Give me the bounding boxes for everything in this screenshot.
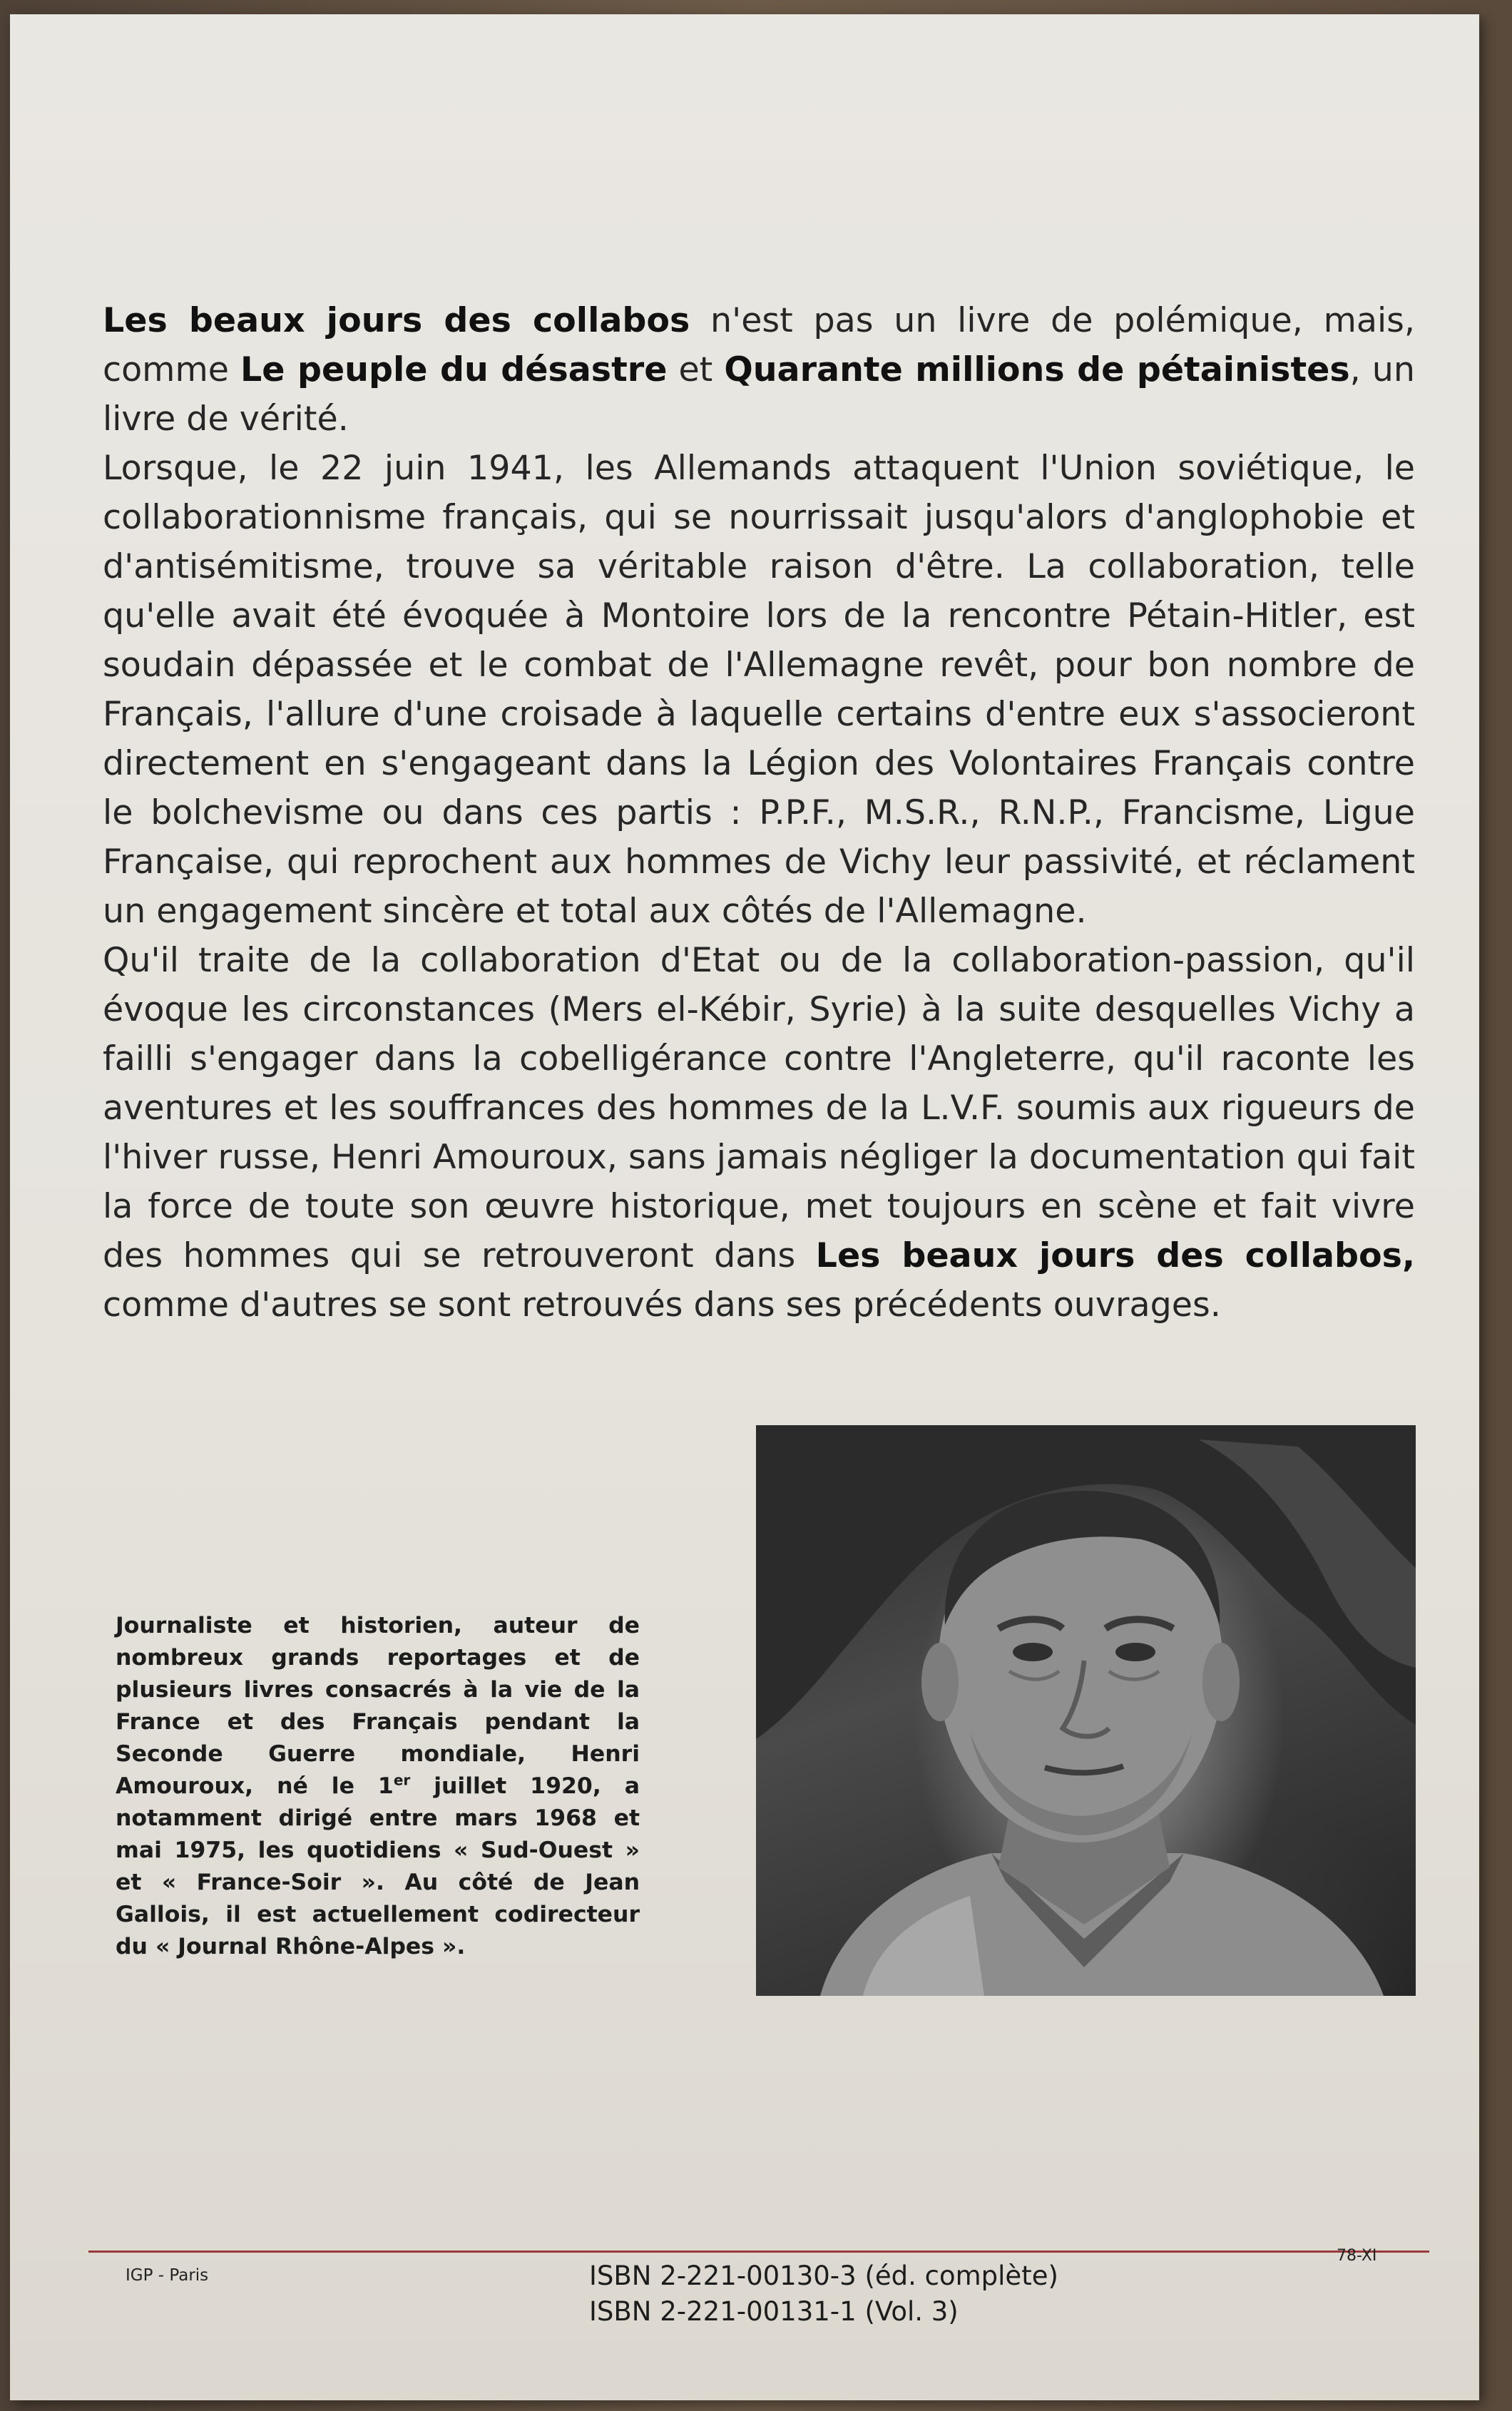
book-back-cover	[10, 14, 1479, 2400]
blurb-text-span: Qu'il traite de la collaboration d'Etat ou de la collaboration-passion, qu'il évoque les circonstances (Mers el-Kébir, Syrie) à la suite desquelles Vichy a failli s'engager dans la cobelligérance contre l'Angleterre, qu'il raconte les aventures et les souffrances des hommes de la L.V.F. soumis aux rigueurs de l'hiver russe, Henri Amouroux, sans jamais négliger la documentation qui fait la force de toute son œuvre historique, met toujours en scène et fait vivre des hommes qui se retrouveront dans	[103, 941, 1415, 1275]
book-title-repeat: Les beaux jours des collabos,	[815, 1236, 1416, 1275]
related-title-2: Quarante millions de pétainistes	[724, 350, 1350, 389]
blurb-text	[103, 296, 1415, 1330]
blurb-text-span: n'est pas un livre de polémique, mais, comme	[103, 301, 1415, 389]
printer-credit: IGP - Paris	[126, 2266, 209, 2285]
blurb-text-span: , un livre de vérité.	[103, 350, 1415, 439]
isbn-volume: ISBN 2-221-00131-1 (Vol. 3)	[589, 2296, 959, 2327]
bio-text: Journaliste et historien, auteur de nombreux grands reportages et de plusieurs livres consacrés à la vie de la France et des Français pendant la Seconde Guerre mondiale, Henri Amouroux, né le 1	[116, 1613, 640, 1799]
blurb-text-span: et	[667, 350, 725, 389]
portrait-illustration	[756, 1425, 1416, 1996]
blurb-paragraph-1	[103, 296, 1415, 444]
book-title: Les beaux jours des collabos	[103, 301, 690, 340]
isbn-block	[589, 2258, 1058, 2330]
bio-text: juillet 1920, a notamment dirigé entre mars 1968 et mai 1975, les quotidiens « Sud-Ouest » et « France-Soir ». Au côté de Jean Gallois, il est actuellement codirecteur du « Journal Rhône-Alpes ».	[116, 1773, 640, 1959]
print-code: 78-XI	[1337, 2247, 1377, 2265]
author-photo	[756, 1425, 1416, 1996]
related-title-1: Le peuple du désastre	[240, 350, 668, 389]
blurb-paragraph-3	[103, 936, 1415, 1330]
bio-superscript: er	[393, 1771, 411, 1789]
isbn-complete: ISBN 2-221-00130-3 (éd. complète)	[589, 2260, 1058, 2291]
blurb-text-span: comme d'autres se sont retrouvés dans ses précédents ouvrages.	[103, 1285, 1221, 1325]
blurb-paragraph-2: Lorsque, le 22 juin 1941, les Allemands attaquent l'Union soviétique, le collaborationnisme français, qui se nourrissait jusqu'alors d'anglophobie et d'antisémitisme, trouve sa véritable raison d'être. La collaboration, telle qu'elle avait été évoquée à Montoire lors de la rencontre Pétain-Hitler, est soudain dépassée et le combat de l'Allemagne revêt, pour bon nombre de Français, l'allure d'une croisade à laquelle certains d'entre eux s'associeront directement en s'engageant dans la Légion des Volontaires Français contre le bolchevisme ou dans ces partis : P.P.F., M.S.R., R.N.P., Francisme, Ligue Française, qui reprochent aux hommes de Vichy leur passivité, et réclament un engagement sincère et total aux côtés de l'Allemagne.	[103, 449, 1415, 931]
footer-rule	[88, 2251, 1429, 2253]
author-bio	[116, 1610, 640, 1963]
